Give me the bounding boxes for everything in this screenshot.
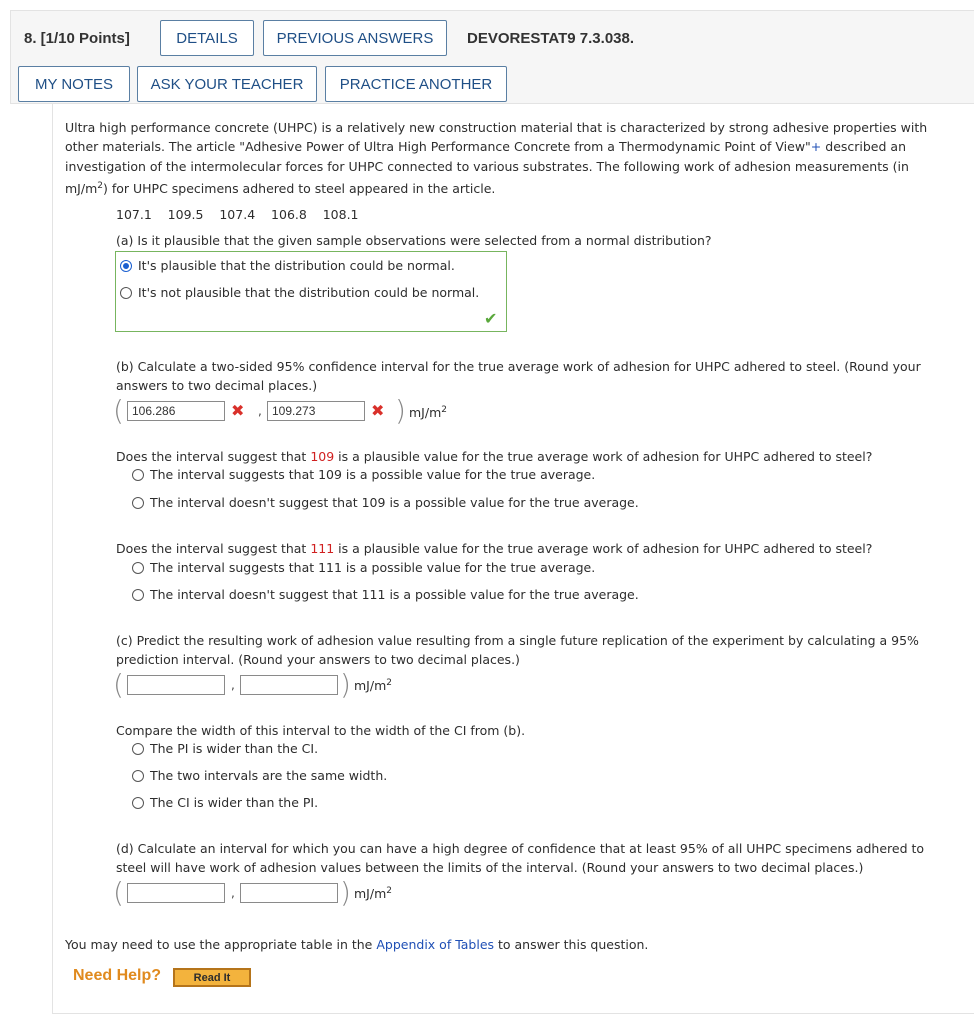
part-c-unit <box>354 676 392 696</box>
footnote-dagger-link[interactable]: + <box>810 139 822 154</box>
part-b-109-option-2-radio[interactable] <box>132 497 144 509</box>
question-text: is a plausible value for the true average work of adhesion for UHPC adhered to steel? <box>334 449 873 464</box>
appendix-note <box>65 935 648 955</box>
my-notes-button[interactable]: MY NOTES <box>18 66 130 102</box>
part-b-109-option-2-label: The interval doesn't suggest that 109 is a possible value for the true average. <box>150 495 639 510</box>
part-d-question-line-1: (d) Calculate an interval for which you can have a high degree of confidence that at least 95% of all UHPC specimens adhered to <box>116 841 925 856</box>
question-code: DEVORESTAT9 7.3.038. <box>467 30 635 47</box>
part-b-109-option-1-radio[interactable] <box>132 469 144 481</box>
need-help-label: Need Help? <box>73 967 162 984</box>
intro-line-2-end: described an <box>821 139 906 154</box>
part-d-upper-input[interactable] <box>240 883 338 903</box>
intro-line-3: investigation of the intermolecular forces for UHPC connected to various substrates. The following work of adhesion measurements (in <box>65 159 909 174</box>
unit-superscript: 2 <box>441 404 447 415</box>
part-b-111-option-1-label: The interval suggests that 111 is a possible value for the true average. <box>150 560 596 575</box>
part-c-upper-input[interactable] <box>240 675 338 695</box>
part-c-question-line-2: prediction interval. (Round your answers to two decimal places.) <box>116 652 520 667</box>
part-b-upper-input[interactable]: 109.273 <box>267 401 365 421</box>
incorrect-x-icon: ✖ <box>371 401 385 420</box>
unit-text: mJ/m <box>354 678 387 693</box>
highlight-value: 111 <box>310 541 335 556</box>
unit-superscript: 2 <box>386 677 392 688</box>
part-c-option-2-radio[interactable] <box>132 770 144 782</box>
correct-check-icon: ✔ <box>484 309 498 328</box>
part-b-unit <box>409 403 447 423</box>
part-a-option-1-radio[interactable] <box>120 260 132 272</box>
intro-line-2-text: other materials. The article "Adhesive Power of Ultra High Performance Concrete from a Thermodynamic Point of View" <box>65 139 811 154</box>
incorrect-x-icon: ✖ <box>231 401 245 420</box>
question-text: Does the interval suggest that <box>116 449 311 464</box>
ask-your-teacher-button[interactable]: ASK YOUR TEACHER <box>137 66 317 102</box>
note-text: You may need to use the appropriate table in the <box>65 937 377 952</box>
part-b-111-option-1-radio[interactable] <box>132 562 144 574</box>
read-it-button[interactable]: Read It <box>173 968 251 987</box>
part-b-111-option-2-radio[interactable] <box>132 589 144 601</box>
previous-answers-button[interactable]: PREVIOUS ANSWERS <box>263 20 447 56</box>
intro-line-1: Ultra high performance concrete (UHPC) is a relatively new construction material that is characterized by strong adhesive properties with <box>65 120 928 135</box>
unit-text: mJ/m <box>354 886 387 901</box>
part-b-109-option-1-label: The interval suggests that 109 is a possible value for the true average. <box>150 467 596 482</box>
part-a-option-2-label: It's not plausible that the distribution could be normal. <box>138 285 480 300</box>
part-b-111-question <box>116 539 872 559</box>
details-button[interactable]: DETAILS <box>160 20 254 56</box>
part-a-option-2-radio[interactable] <box>120 287 132 299</box>
highlight-value: 109 <box>310 449 335 464</box>
part-d-question-line-2: steel will have work of adhesion values between the limits of the interval. (Round your answers to two decimal places.) <box>116 860 864 875</box>
appendix-of-tables-link[interactable]: Appendix of Tables <box>376 937 495 952</box>
practice-another-button[interactable]: PRACTICE ANOTHER <box>325 66 507 102</box>
part-c-option-2-label: The two intervals are the same width. <box>150 768 388 783</box>
comma-separator: , <box>231 678 235 692</box>
intro-line-4 <box>65 179 495 199</box>
question-text: Does the interval suggest that <box>116 541 311 556</box>
unit-text: mJ/m <box>65 181 98 196</box>
right-paren: ) <box>395 394 406 427</box>
part-b-109-question <box>116 447 872 467</box>
part-b-111-option-2-label: The interval doesn't suggest that 111 is a possible value for the true average. <box>150 587 639 602</box>
part-c-question-line-1: (c) Predict the resulting work of adhesion value resulting from a single future replication of the experiment by calculating a 95% <box>116 633 919 648</box>
part-b-lower-input[interactable]: 106.286 <box>127 401 225 421</box>
part-c-lower-input[interactable] <box>127 675 225 695</box>
part-c-option-1-radio[interactable] <box>132 743 144 755</box>
part-a-question: (a) Is it plausible that the given sample observations were selected from a normal distribution? <box>116 233 712 248</box>
part-c-option-3-radio[interactable] <box>132 797 144 809</box>
part-c-option-1-label: The PI is wider than the CI. <box>150 741 319 756</box>
unit-superscript: 2 <box>97 180 103 191</box>
part-d-unit <box>354 884 392 904</box>
left-paren: ( <box>113 876 124 909</box>
left-paren: ( <box>113 668 124 701</box>
part-b-question-line-1: (b) Calculate a two-sided 95% confidence interval for the true average work of adhesion for UHPC adhered to steel. (Round your <box>116 359 921 374</box>
part-d-lower-input[interactable] <box>127 883 225 903</box>
part-a-option-1-label: It's plausible that the distribution could be normal. <box>138 258 455 273</box>
part-b-question-line-2: answers to two decimal places.) <box>116 378 318 393</box>
note-text: to answer this question. <box>494 937 649 952</box>
left-paren: ( <box>113 394 124 427</box>
right-paren: ) <box>340 668 351 701</box>
right-paren: ) <box>340 876 351 909</box>
comma-separator: , <box>231 886 235 900</box>
sample-data-values: 107.1 109.5 107.4 106.8 108.1 <box>116 207 359 222</box>
intro-line-4-text: ) for UHPC specimens adhered to steel appeared in the article. <box>103 181 496 196</box>
unit-superscript: 2 <box>386 885 392 896</box>
part-c-option-3-label: The CI is wider than the PI. <box>150 795 319 810</box>
unit-text: mJ/m <box>409 405 442 420</box>
part-c-compare-question: Compare the width of this interval to the width of the CI from (b). <box>116 723 526 738</box>
comma-separator: , <box>258 404 262 418</box>
question-number: 8. [1/10 Points] <box>24 30 130 47</box>
question-text: is a plausible value for the true average work of adhesion for UHPC adhered to steel? <box>334 541 873 556</box>
intro-line-2 <box>65 137 906 157</box>
